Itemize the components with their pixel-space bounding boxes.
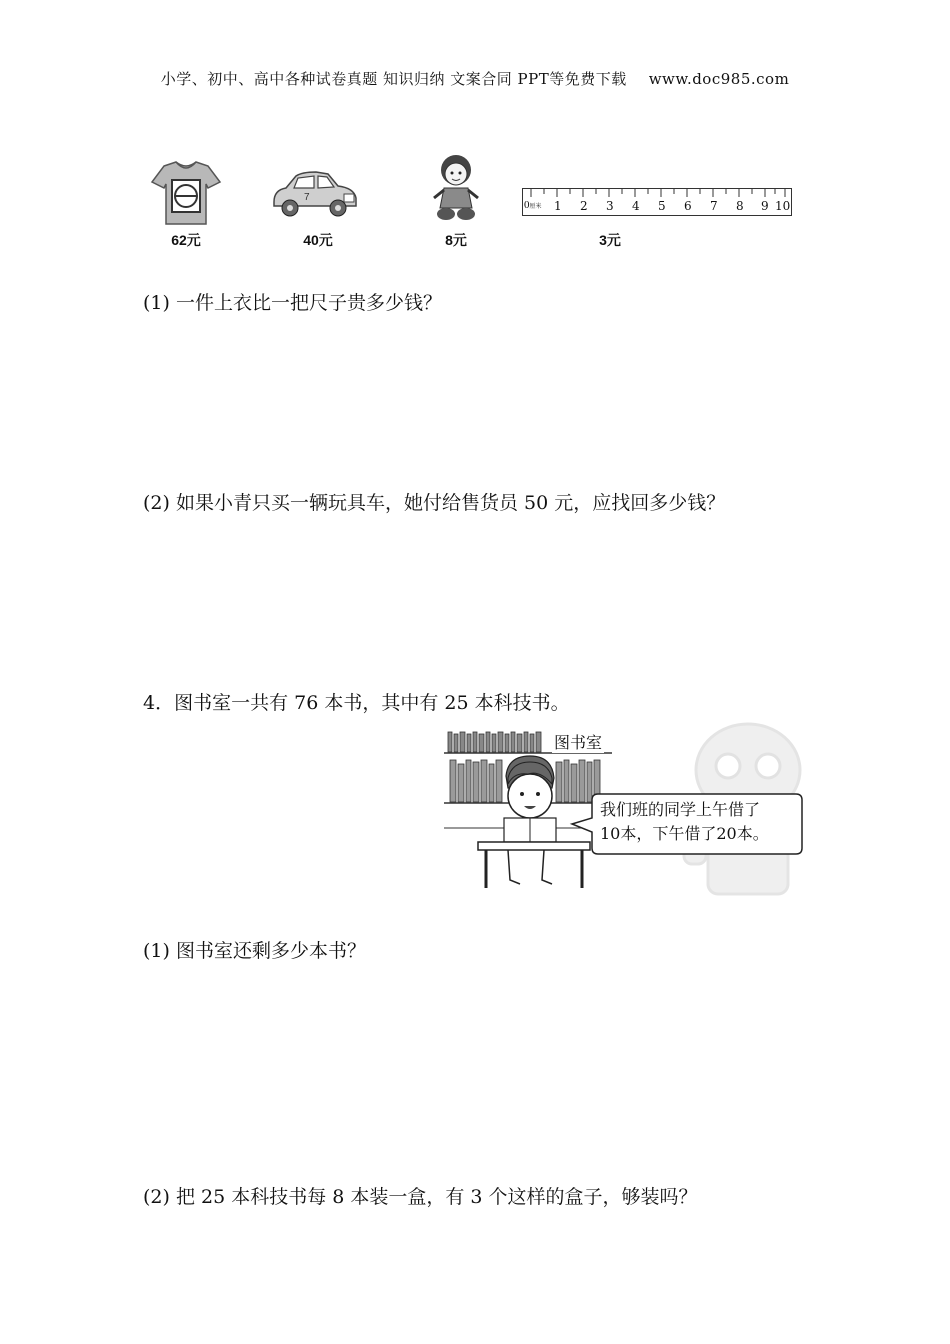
- question-3-1: (1) 一件上衣比一把尺子贵多少钱？: [143, 292, 442, 314]
- price-label: 62元: [171, 232, 201, 248]
- price-label: 3元: [599, 232, 621, 248]
- library-sign: 图书室: [552, 730, 604, 753]
- ruler-tick-label: 7: [710, 199, 718, 213]
- shirt-icon: [150, 160, 222, 228]
- bubble-line: 10本，下午借了20本。: [600, 824, 769, 843]
- svg-text:7: 7: [304, 192, 310, 203]
- ruler-tick-label: 5: [658, 199, 666, 213]
- bubble-line: 我们班的同学上午借了: [600, 800, 761, 819]
- header-text: 小学、初中、高中各种试卷真题 知识归纳 文案合同 PPT等免费下载: [160, 70, 627, 88]
- ruler-tick-label: 1: [554, 199, 562, 213]
- question-4-1: (1) 图书室还剩多少本书？: [143, 940, 366, 962]
- ruler-tick-label: 0: [524, 199, 530, 211]
- question-3-2: (2) 如果小青只买一辆玩具车，她付给售货员 50 元，应找回多少钱？: [143, 492, 726, 514]
- question-4-title: 4．图书室一共有 76 本书，其中有 25 本科技书。: [143, 692, 570, 714]
- ruler-tick-label: 6: [684, 199, 692, 213]
- ruler-unit: 厘米: [529, 204, 542, 210]
- doll-icon: [428, 152, 484, 224]
- ruler-tick-label: 9: [761, 199, 769, 213]
- ruler-ticks: [523, 189, 791, 215]
- ruler-tick-label: 3: [606, 199, 614, 213]
- question-4-2: (2) 把 25 本科技书每 8 本装一盒，有 3 个这样的盒子，够装吗？: [143, 1186, 698, 1208]
- ruler-tick-label: 2: [580, 199, 588, 213]
- header-url: www.doc985.com: [648, 70, 790, 88]
- page-header: [0, 68, 950, 89]
- ruler-icon: [522, 188, 792, 216]
- price-label: 40元: [303, 232, 333, 248]
- ruler-labels: [524, 199, 542, 211]
- ruler-tick-label: 10: [775, 199, 791, 213]
- speech-bubble: [600, 798, 806, 846]
- price-label: 8元: [445, 232, 467, 248]
- ruler-tick-label: 8: [736, 199, 744, 213]
- toy-car-icon: [270, 168, 360, 220]
- ruler-tick-label: 4: [632, 199, 640, 213]
